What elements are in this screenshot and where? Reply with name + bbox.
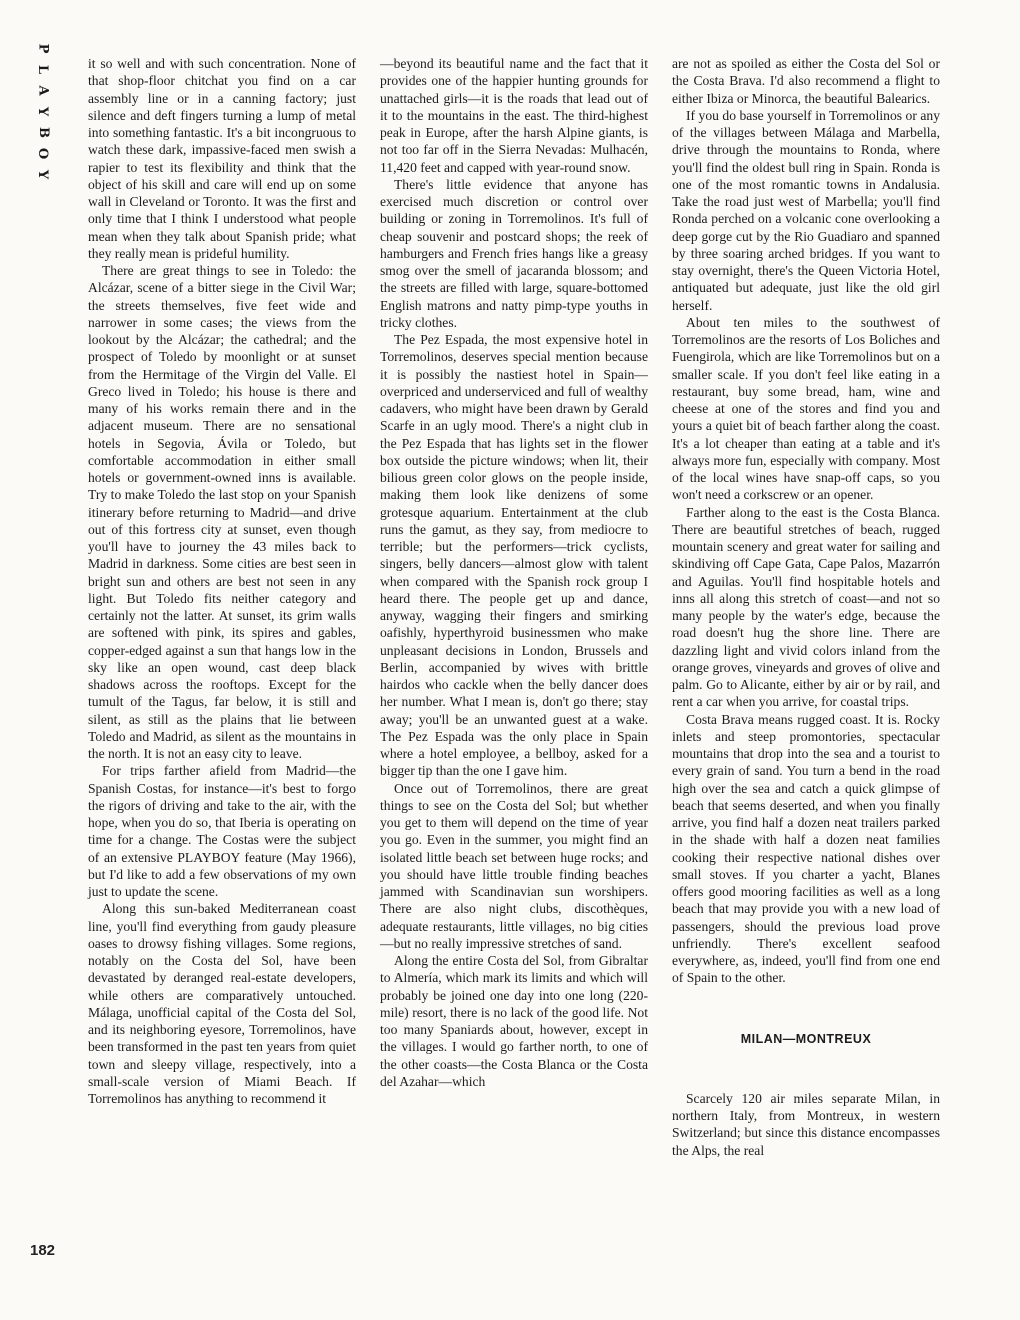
- paragraph: About ten miles to the southwest of Torremolinos are the resorts of Los Boliches and Fuengirola, which are like Torremolinos but on a smaller scale. If you don't feel like eating in a restaurant, buy some bread, ham, wine and cheese at one of the stores and find you and yours a quiet bit of beach farther along the coast. It's a lot cheaper than eating at a table and it's always more fun, especially with company. Most of the local wines have snap-off caps, so you won't need a corkscrew or an opener.: [672, 314, 940, 503]
- paragraph: —beyond its beautiful name and the fact that it provides one of the happier hunting grounds for unattached girls—it is the roads that lead out of it to the mountains in the east. The third-highest peak in Europe, after the harsh Alpine giants, is not too far off in the Sierra Nevadas: Mulhacén, 11,420 feet and capped with year-round snow.: [380, 56, 648, 175]
- paragraph: If you do base yourself in Torremolinos or any of the villages between Málaga and Marbella, drive through the mountains to Ronda, where you'll find the oldest bull ring in Spain. Ronda is one of the most romantic towns in Andalusia. Take the road just west of Marbella; you'll find Ronda perched on a volcanic cone overlooking a deep gorge cut by the Rio Guadiaro and spanned by three soaring arched bridges. If you want to stay overnight, there's the Queen Victoria Hotel, antiquated but adequate, just like the old girl herself.: [672, 107, 940, 313]
- paragraph: For trips farther afield from Madrid—the Spanish Costas, for instance—it's best to forgo the rigors of driving and take to the air, with the hope, when you do so, that Iberia is operating on time for a change. The Costas were the subject of an extensive PLAYBOY feature (May 1966), but I'd like to add a few observations of my own just to update the scene.: [88, 763, 356, 899]
- paragraph: Farther along to the east is the Costa Blanca. There are beautiful stretches of beach, rugged mountain scenery and great water for sailing and skindiving off Cape Gata, Cape Palos, Mazarrón and Aguilas. You'll find hospitable hotels and inns all along this stretch of coast—and not so many people by the water's edge, because the road doesn't hug the shore line. There are dazzling light and vivid colors inland from the orange groves, vineyards and groves of olive and palm. Go to Alicante, either by air or by rail, and rent a car when you arrive, for coastal trips.: [672, 504, 940, 710]
- playboy-masthead: [28, 38, 58, 185]
- masthead-letter: A: [35, 85, 51, 96]
- paragraph: it so well and with such concentration. None of that shop-floor chitchat you find on a car assembly line or in a canning factory; just silence and deft fingers turning a lump of metal into something fantastic. It's a bit incongruous to watch these dark, impassive-faced men swish a rapier to test its flexibility and think that the object of his skill and care will end up on some wall in Cleveland or Toronto. It was the first and only time that I think I understood what people mean when they talk about Spanish pride; what they really mean is prideful humility.: [88, 56, 356, 261]
- masthead-letter: Y: [35, 169, 51, 180]
- masthead-letter: Y: [35, 106, 51, 117]
- paragraph: are not as spoiled as either the Costa del Sol or the Costa Brava. I'd also recommend a flight to either Ibiza or Minorca, the beautiful Balearics.: [672, 56, 940, 106]
- paragraph: The Pez Espada, the most expensive hotel in Torremolinos, deserves special mention because it is possibly the nastiest hotel in Spain—overpriced and underserviced and full of wealthy cadavers, who might have been drawn by Gerald Scarfe in an ugly mood. There's a night club in the Pez Espada that has lights set in the flower box outside the picture windows; when lit, their bilious green color glows on the people inside, making them look like denizens of some grotesque aquarium. Entertainment at the club runs the gamut, as they say, from mediocre to terrible; but the performers—trick cyclists, singers, belly dancers—almost glow with talent when compared with the Spanish rock group I heard there. The people get up and dance, anyway, wagging their fingers and smirking oafishly, hyperthyroid businessmen who make unpleasant decisions in London, Brussels and Berlin, accompanied by wives with brittle hairdos who cackle when the belly dancer does her number. What I mean is, don't go there; stay away; you'll be an unwanted guest at a wake. The Pez Espada was the only place in Spain where a hotel employee, a bellboy, asked for a bigger tip than the one I gave him.: [380, 332, 648, 779]
- paragraph: Once out of Torremolinos, there are great things to see on the Costa del Sol; but whether you get to them will depend on the time of year you go. Even in the summer, you might find an isolated little beach set between huge rocks; and you should have little trouble finding beaches jammed with Scandinavian sun worshipers. There are also night clubs, discothèques, adequate restaurants, little villages, no big cities—but no really impressive stretches of sand.: [380, 780, 648, 951]
- paragraph: Along this sun-baked Mediterranean coast line, you'll find everything from gaudy pleasure oases to drowsy fishing villages. Some regions, notably on the Costa del Sol, have been devastated by deranged real-estate developers, while others are comparatively untouched. Málaga, unofficial capital of the Costa del Sol, and its neighboring eyesore, Torremolinos, have been transformed in the past ten years from quiet town and sleepy village, respectively, into a small-scale version of Miami Beach. If Torremolinos has anything to recommend it: [88, 901, 356, 1106]
- paragraph: Along the entire Costa del Sol, from Gibraltar to Almería, which mark its limits and which will probably be joined one day into one long (220-mile) resort, there is no lack of the good life. Not too many Spaniards about, however, except in the villages. I would go farther north, to one of the other coasts—the Costa Blanca or the Costa del Azahar—which: [380, 953, 648, 1089]
- article-column-3: [672, 55, 940, 1159]
- paragraph: There's little evidence that anyone has exercised much discretion or control over building or zoning in Torremolinos. It's full of cheap souvenir and postcard shops; the reek of hamburgers and French fries hangs like a greasy smog over the smell of jacaranda blossom; and the streets are filled with large, square-bottomed English matrons and natty pimp-type youths in tricky clothes.: [380, 176, 648, 330]
- paragraph: Costa Brava means rugged coast. It is. Rocky inlets and steep promontories, spectacular mountains that drop into the sea and a tourist to every grain of sand. You turn a bend in the road high over the sea and catch a quick glimpse of beach that seems deserted, and when you finally arrive, you find half a dozen neat trailers parked in the shade with half a dozen neat families cooking their respective national dishes over small stoves. If you charter a yacht, Blanes offers good mooring facilities as well as a long beach that may provide you with a new load of passengers, should the previous load prove unfriendly. There's excellent seafood everywhere, as, indeed, you'll find from one end of Spain to the other.: [672, 711, 940, 986]
- paragraph: There are great things to see in Toledo: the Alcázar, scene of a bitter siege in the Civil War; the streets themselves, five feet wide and narrower in some cases; the views from the lookout by the Alcázar; the cathedral; and the prospect of Toledo by moonlight or at sunset from the Hermitage of the Virgin del Valle. El Greco lived in Toledo; his house is there and many of his works remain there and in the adjacent museum. There are no sensational hotels in Segovia, Ávila or Toledo, but comfortable accommodation in either small hotels or government-owned inns is available. Try to make Toledo the last stop on your Spanish itinerary before returning to Madrid—and drive out of this fortress city at sunset, even though you'll have to journey the 43 miles back to Madrid in darkness. Some cities are best seen in bright sun and others are best not seen in any light. But Toledo fits neither category and certainly not the latter. At sunset, its grim walls are softened with pink, its spires and gables, copper-edged against a sun that hangs low in the sky like an open wound, cast deep black shadows across the rooftops. Except for the tumult of the Tagus, far below, it is still and silent, as still as the plains that lie between Toledo and Madrid, as silent as the mountains in the north. It is not an easy city to leave.: [88, 263, 356, 761]
- page-number: 182: [30, 1242, 56, 1259]
- article-column-1: [88, 55, 356, 1107]
- masthead-letter: L: [35, 64, 51, 75]
- section-heading: MILAN—MONTREUX: [740, 1031, 872, 1046]
- paragraph: Scarcely 120 air miles separate Milan, in northern Italy, from Montreux, in western Switzerland; but since this distance encompasses the Alps, the real: [672, 1090, 940, 1158]
- article-column-2: [380, 55, 648, 1090]
- masthead-letter: O: [35, 147, 51, 160]
- masthead-letter: P: [35, 43, 51, 54]
- masthead-letter: B: [35, 127, 51, 138]
